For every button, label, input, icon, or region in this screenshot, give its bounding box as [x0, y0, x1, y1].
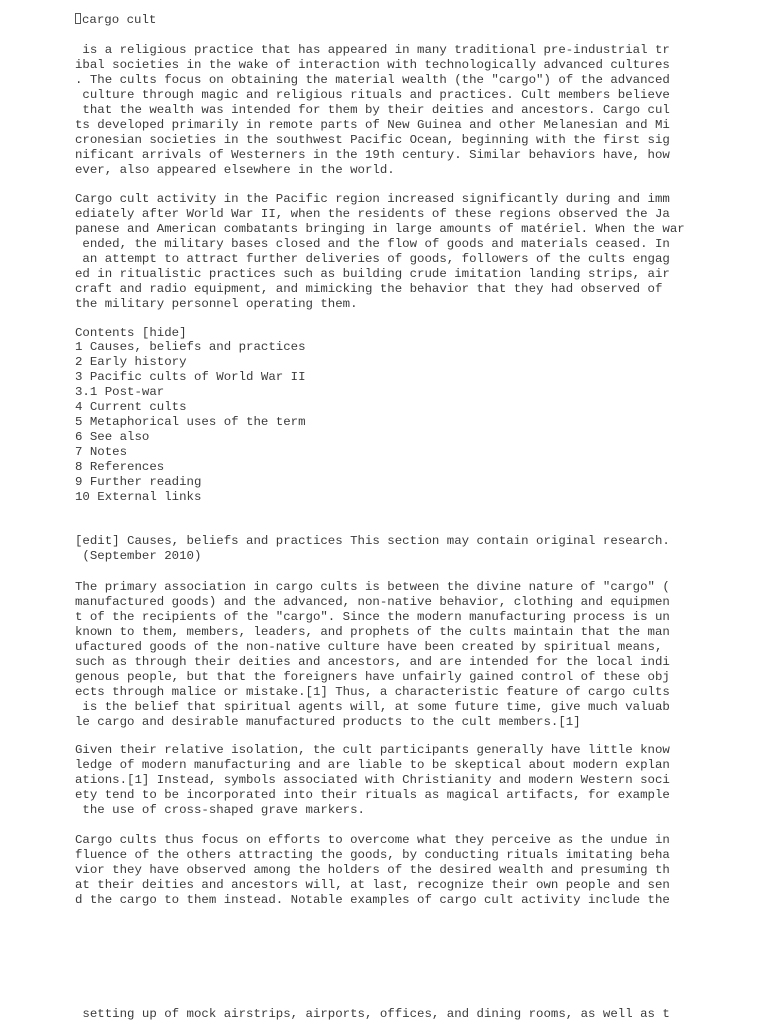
- paragraph-line: that the wealth was intended for them by their deities and ancestors. Cargo cul: [75, 103, 670, 117]
- contents-item[interactable]: 9 Further reading: [75, 475, 202, 489]
- contents-item[interactable]: 3.1 Post-war: [75, 385, 165, 399]
- paragraph-line: The primary association in cargo cults is between the divine nature of "cargo" (: [75, 580, 670, 594]
- paragraph-line: craft and radio equipment, and mimicking the behavior that they had observed of: [75, 282, 663, 296]
- paragraph-line: nificant arrivals of Westerners in the 19th century. Similar behaviors have, how: [75, 148, 670, 162]
- missing-glyph-icon: [75, 13, 81, 24]
- paragraph-line: fluence of the others attracting the goods, by conducting rituals imitating beha: [75, 848, 670, 862]
- contents-item[interactable]: 10 External links: [75, 490, 202, 504]
- title-text: cargo cult: [82, 13, 157, 27]
- section-heading-line: [edit] Causes, beliefs and practices This section may contain original research.: [75, 534, 670, 548]
- paragraph-line: ended, the military bases closed and the flow of goods and materials ceased. In: [75, 237, 670, 251]
- contents-item[interactable]: 5 Metaphorical uses of the term: [75, 415, 306, 429]
- contents-item[interactable]: 4 Current cults: [75, 400, 187, 414]
- paragraph-line: ects through malice or mistake.[1] Thus, a characteristic feature of cargo cults: [75, 685, 670, 699]
- paragraph-line: the use of cross-shaped grave markers.: [75, 803, 365, 817]
- contents-item[interactable]: 2 Early history: [75, 355, 187, 369]
- paragraph-line: t of the recipients of the "cargo". Since the modern manufacturing process is un: [75, 610, 670, 624]
- paragraph-line: genous people, but that the foreigners have unfairly gained control of these obj: [75, 670, 670, 684]
- paragraph-line: ever, also appeared elsewhere in the world.: [75, 163, 395, 177]
- paragraph-line: Cargo cult activity in the Pacific region increased significantly during and imm: [75, 192, 670, 206]
- paragraph-line: cronesian societies in the southwest Pacific Ocean, beginning with the first sig: [75, 133, 670, 147]
- paragraph-line: Cargo cults thus focus on efforts to overcome what they perceive as the undue in: [75, 833, 670, 847]
- paragraph-line: culture through magic and religious rituals and practices. Cult members believe: [75, 88, 670, 102]
- paragraph-line: ations.[1] Instead, symbols associated with Christianity and modern Western soci: [75, 773, 670, 787]
- paragraph-line: ufactured goods of the non-native culture have been created by spiritual means,: [75, 640, 663, 654]
- paragraph-line: such as through their deities and ancestors, and are intended for the local indi: [75, 655, 670, 669]
- paragraph-line: vior they have observed among the holders of the desired wealth and presuming th: [75, 863, 670, 877]
- paragraph-line: le cargo and desirable manufactured products to the cult members.[1]: [75, 715, 581, 729]
- contents-item[interactable]: 6 See also: [75, 430, 150, 444]
- contents-heading[interactable]: Contents [hide]: [75, 326, 187, 340]
- paragraph-line: ed in ritualistic practices such as building crude imitation landing strips, air: [75, 267, 670, 281]
- paragraph-line: ledge of modern manufacturing and are liable to be skeptical about modern explan: [75, 758, 670, 772]
- paragraph-line: ety tend to be incorporated into their rituals as magical artifacts, for example: [75, 788, 670, 802]
- contents-item[interactable]: 7 Notes: [75, 445, 128, 459]
- paragraph-line: is the belief that spiritual agents will, at some future time, give much valuab: [75, 700, 670, 714]
- paragraph-line: at their deities and ancestors will, at last, recognize their own people and sen: [75, 878, 670, 892]
- paragraph-line: is a religious practice that has appeared in many traditional pre-industrial tr: [75, 43, 670, 57]
- document-title: [75, 13, 156, 28]
- paragraph-line: ediately after World War II, when the residents of these regions observed the Ja: [75, 207, 670, 221]
- paragraph-line: ibal societies in the wake of interaction with technologically advanced cultures: [75, 58, 670, 72]
- contents-item[interactable]: 3 Pacific cults of World War II: [75, 370, 306, 384]
- contents-item[interactable]: 1 Causes, beliefs and practices: [75, 340, 306, 354]
- paragraph-line: Given their relative isolation, the cult participants generally have little know: [75, 743, 670, 757]
- page-bottom-line: setting up of mock airstrips, airports, offices, and dining rooms, as well as t: [75, 1007, 670, 1021]
- paragraph-line: an attempt to attract further deliveries of goods, followers of the cults engag: [75, 252, 670, 266]
- contents-item[interactable]: 8 References: [75, 460, 165, 474]
- paragraph-line: panese and American combatants bringing in large amounts of matériel. When the war: [75, 222, 685, 236]
- paragraph-line: . The cults focus on obtaining the material wealth (the "cargo") of the advanced: [75, 73, 670, 87]
- section-heading-line: (September 2010): [75, 549, 202, 563]
- paragraph-line: known to them, members, leaders, and prophets of the cults maintain that the man: [75, 625, 670, 639]
- paragraph-line: the military personnel operating them.: [75, 297, 358, 311]
- paragraph-line: ts developed primarily in remote parts of New Guinea and other Melanesian and Mi: [75, 118, 670, 132]
- paragraph-line: d the cargo to them instead. Notable examples of cargo cult activity include the: [75, 893, 670, 907]
- paragraph-line: manufactured goods) and the advanced, non-native behavior, clothing and equipmen: [75, 595, 670, 609]
